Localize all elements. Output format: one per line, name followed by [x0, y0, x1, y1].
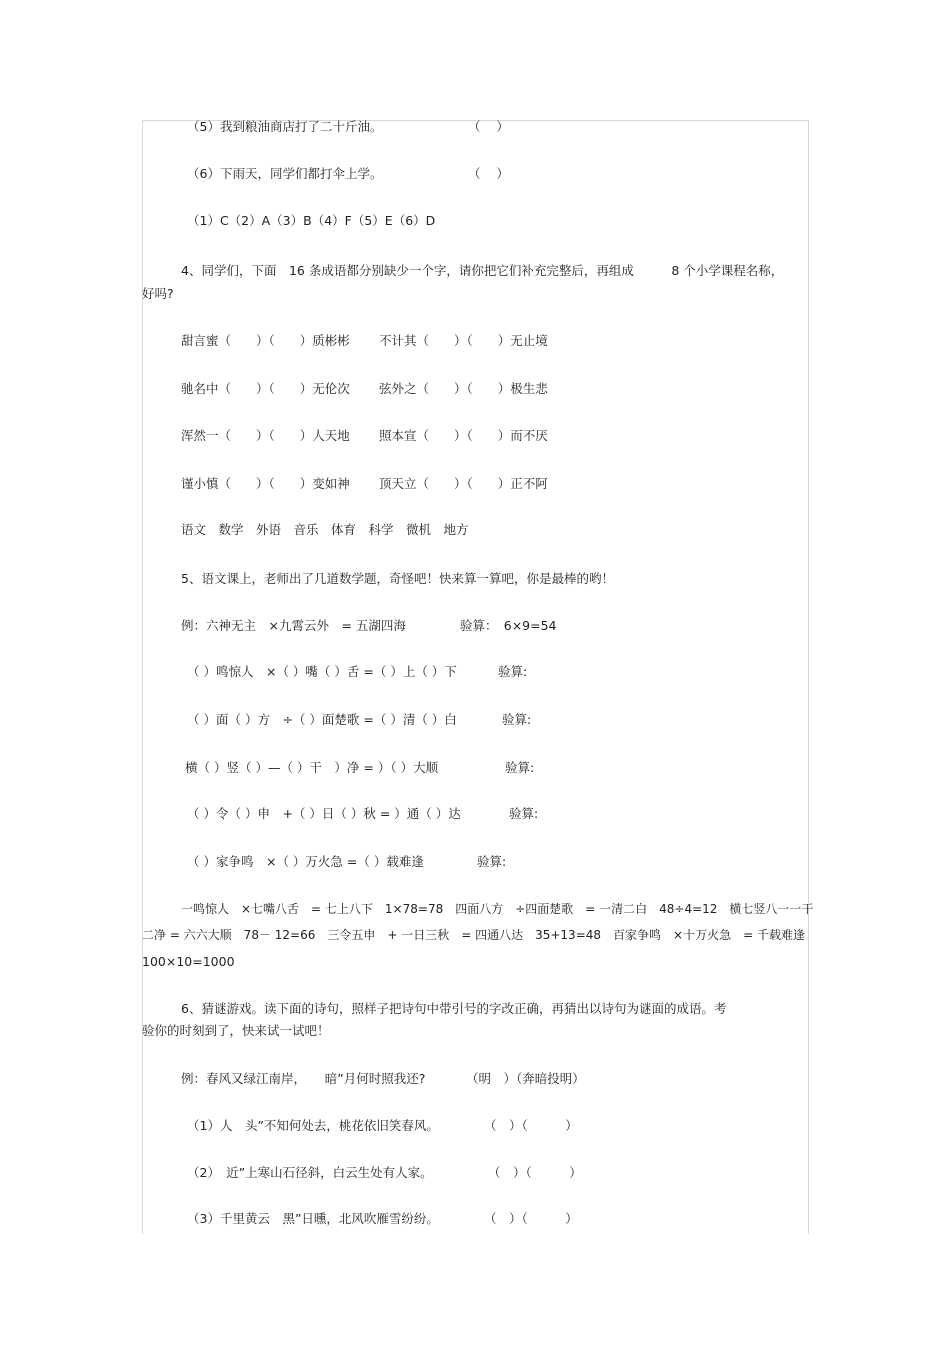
q5-example: 例：六神无主 ×九霄云外 = 五湖四海: [181, 618, 406, 633]
q4-idiom-1b: 不计其（ ）（ ）无止境: [379, 333, 548, 348]
q5-example-check: 验算： 6×9=54: [460, 618, 557, 633]
q5-item-1: （ ）鸣惊人 ×（ ）嘴（ ）舌 =（ ）上（ ）下: [187, 664, 457, 679]
q3-sentence-5: （5）我到粮油商店打了二十斤油。: [187, 119, 383, 134]
q6-title-cont: 验你的时刻到了，快来试一试吧！: [142, 1023, 330, 1038]
q4-idiom-4a: 谨小慎（ ）（ ）变如神: [181, 476, 350, 491]
q4-idiom-4b: 顶天立（ ）（ ）正不阿: [379, 476, 548, 491]
q6-title: 6、猜谜游戏。读下面的诗句，照样子把诗句中带引号的字改正确，再猜出以诗句为谜面的成语。考: [181, 1001, 727, 1016]
q5-title: 5、语文课上，老师出了几道数学题，奇怪吧！快来算一算吧，你是最棒的哟！: [181, 571, 614, 586]
q4-idiom-2a: 驰名中（ ）（ ）无伦次: [181, 381, 350, 396]
q5-answer-line-1: 一鸣惊人 ×七嘴八舌 = 七上八下 1×78=78 四面八方 ÷四面楚歌 = 一清二白 48÷4=12 横七竖八一一干: [181, 902, 814, 916]
q3-answer: （1）C（2）A（3）B（4）F（5）E（6）D: [187, 213, 436, 228]
q6-item-1: （1）人 头”不知何处去，桃花依旧笑春风。: [187, 1118, 439, 1133]
q5-item-3: 横（ ）竖（ ）—（ ）干 ）净 = ）（ ）大顺: [185, 760, 439, 775]
q5-item-5-check: 验算:: [477, 854, 507, 869]
q4-idiom-2b: 弦外之（ ）（ ）极生悲: [379, 381, 548, 396]
q6-item-3: （3）千里黄云 黑”日曛，北风吹雁雪纷纷。: [187, 1211, 439, 1226]
q5-item-5: （ ）家争鸣 ×（ ）万火急 =（ ）载难逢: [187, 854, 424, 869]
q5-answer-line-3: 100×10=1000: [142, 954, 235, 969]
q4-answer: 语文 数学 外语 音乐 体育 科学 微机 地方: [181, 522, 469, 537]
q6-item-1-answer: （ ）（ ）: [484, 1118, 578, 1133]
q4-idiom-1a: 甜言蜜（ ）（ ）质彬彬: [181, 333, 350, 348]
q5-item-4: （ ）令（ ）申 +（ ）日（ ）秋 = ）通（ ）达: [187, 806, 461, 821]
q4-title: 4、同学们，下面 16 条成语都分别缺少一个字，请你把它们补充完整后，再组成 8 个小学课程名称，: [181, 263, 784, 278]
q5-item-2-check: 验算:: [502, 712, 532, 727]
q5-item-3-check: 验算:: [505, 760, 535, 775]
q3-blank-6: （ ）: [468, 166, 509, 181]
q6-item-2: （2） 近”上寒山石径斜，白云生处有人家。: [187, 1165, 433, 1180]
q6-item-2-answer: （ ）（ ）: [488, 1165, 582, 1180]
q5-item-4-check: 验算:: [509, 806, 539, 821]
q6-item-3-answer: （ ）（ ）: [484, 1211, 578, 1226]
q5-answer-line-2: 二净 = 六六大顺 78－ 12=66 三令五申 + 一日三秋 = 四通八达 35+13=48 百家争鸣 ×十万火急 = 千载难逢: [142, 928, 805, 942]
q4-idiom-3b: 照本宣（ ）（ ）而不厌: [379, 428, 548, 443]
q3-blank-5: （ ）: [468, 119, 509, 134]
q5-item-2: （ ）面（ ）方 ÷（ ）面楚歌 =（ ）清（ ）白: [187, 712, 457, 727]
q5-item-1-check: 验算:: [498, 664, 528, 679]
q6-example: 例：春风又绿江南岸， 暗”月何时照我还?: [181, 1071, 426, 1086]
q3-sentence-6: （6）下雨天，同学们都打伞上学。: [187, 166, 383, 181]
q4-title-cont: 好吗?: [142, 286, 174, 301]
q6-example-answer: （明 ）（奔暗投明）: [466, 1071, 585, 1086]
q4-idiom-3a: 浑然一（ ）（ ）人天地: [181, 428, 350, 443]
